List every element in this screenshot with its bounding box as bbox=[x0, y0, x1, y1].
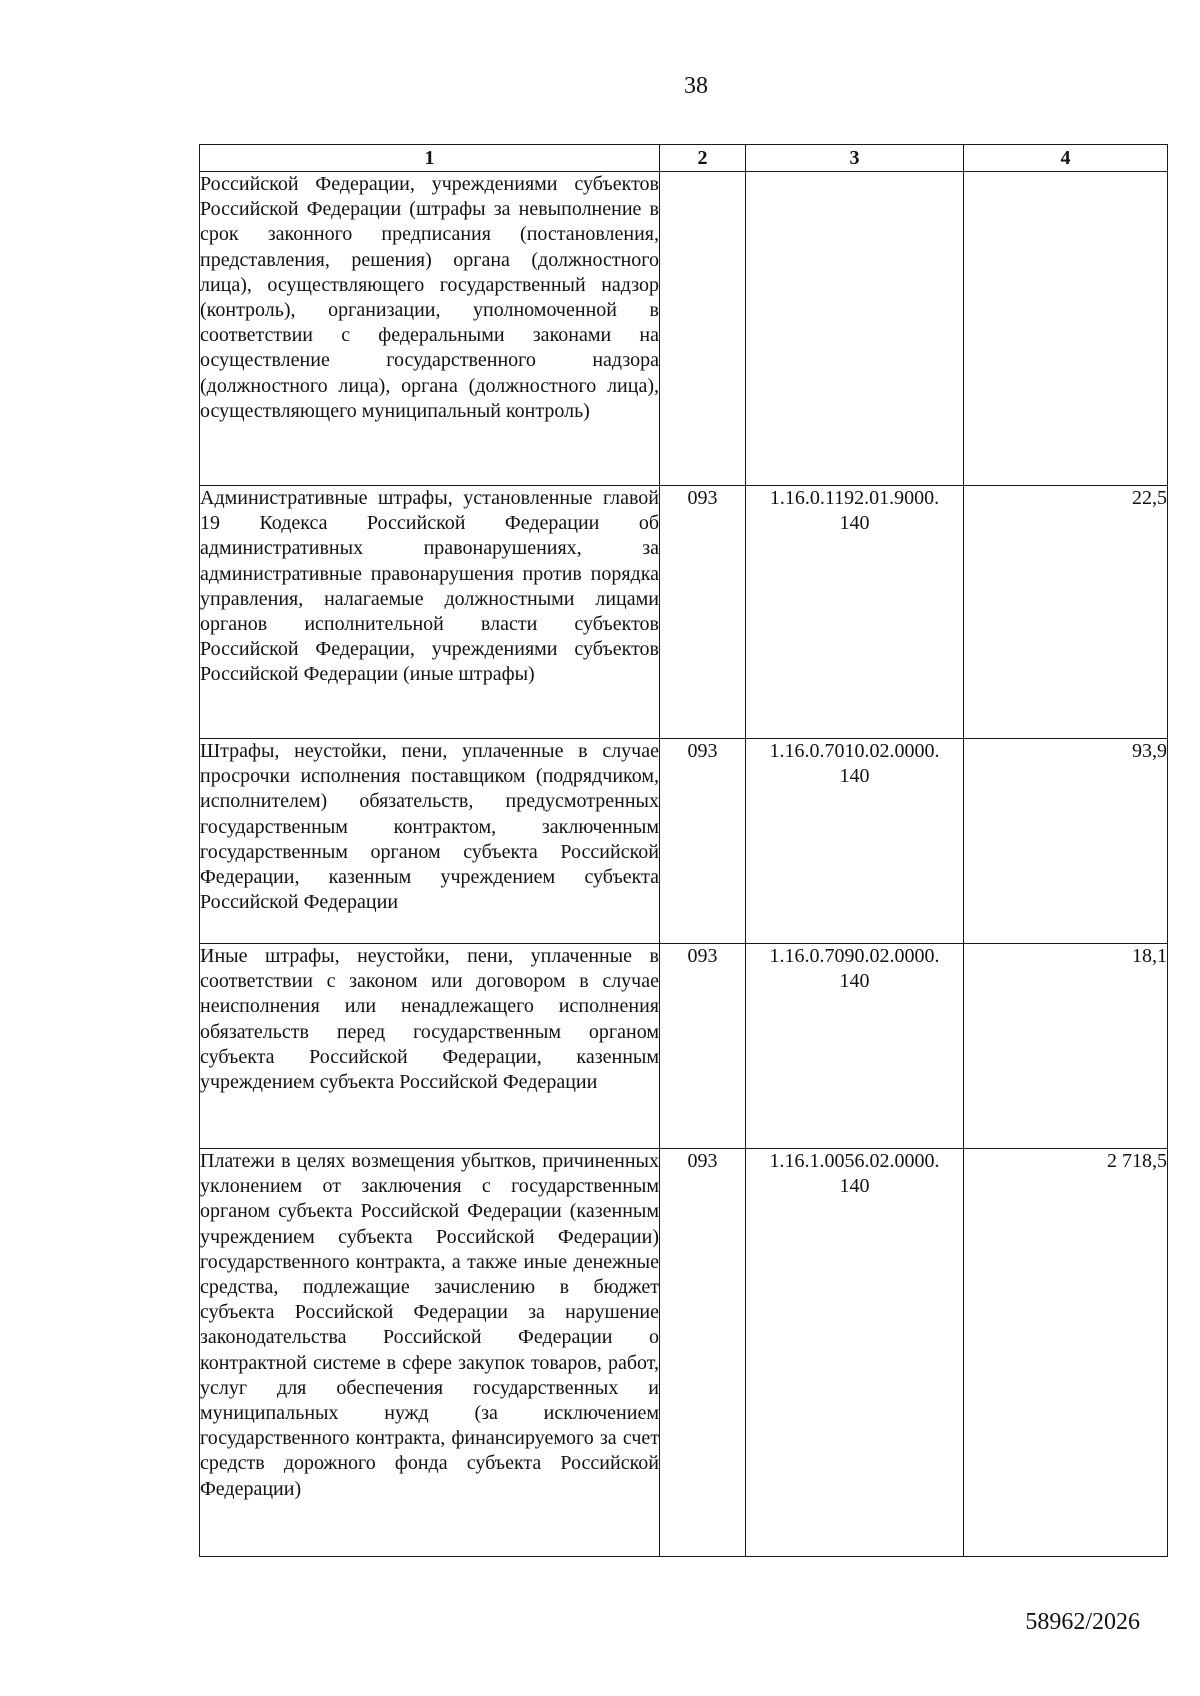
table-row bbox=[200, 944, 1168, 1149]
administrator-code: 093 bbox=[660, 944, 746, 1149]
kbk-code-line1: 1.16.0.7090.02.0000. bbox=[769, 945, 940, 967]
income-description: Штрафы, неустойки, пени, уплаченные в случае просрочки исполнения поставщиком (подрядчиком, исполнителем) обязательств, предусмотренных государственным контрактом, заключенным государственным органом субъекта Российской Федерации, казенным учреждением субъекта Российской Федерации bbox=[200, 739, 660, 944]
column-header: 3 bbox=[746, 145, 964, 172]
income-description: Иные штрафы, неустойки, пени, уплаченные в соответствии с законом или договором в случае неисполнения или ненадлежащего исполнения обязательств перед государственным органом субъекта Российской Федерации, казенным учреждением субъекта Российской Федерации bbox=[200, 944, 660, 1149]
administrator-code: 093 bbox=[660, 486, 746, 739]
budget-classification-code bbox=[746, 1149, 964, 1557]
kbk-code-line2: 140 bbox=[839, 765, 870, 788]
budget-table bbox=[199, 144, 1168, 1557]
amount-value: 22,5 bbox=[964, 486, 1168, 739]
budget-classification-code bbox=[746, 172, 964, 486]
amount-value: 18,1 bbox=[964, 944, 1168, 1149]
page-number: 38 bbox=[684, 73, 708, 99]
kbk-code-line1: 1.16.0.7010.02.0000. bbox=[769, 740, 940, 762]
amount-value: 2 718,5 bbox=[964, 1149, 1168, 1557]
budget-classification-code bbox=[746, 739, 964, 944]
table-row bbox=[200, 486, 1168, 739]
table-row bbox=[200, 1149, 1168, 1557]
document-registration-number: 58962/2026 bbox=[1025, 1609, 1140, 1635]
kbk-code-line1: 1.16.0.1192.01.9000. bbox=[769, 487, 940, 509]
budget-classification-code bbox=[746, 486, 964, 739]
administrator-code: 093 bbox=[660, 739, 746, 944]
budget-classification-code bbox=[746, 944, 964, 1149]
administrator-code bbox=[660, 172, 746, 486]
budget-table-container bbox=[199, 144, 1167, 1557]
income-description: Административные штрафы, установленные главой 19 Кодекса Российской Федерации об административных правонарушениях, за административные правонарушения против порядка управления, налагаемые должностными лицами органов исполнительной власти субъектов Российской Федерации, учреждениями субъектов Российской Федерации (иные штрафы) bbox=[200, 486, 660, 739]
income-description: Российской Федерации, учреждениями субъектов Российской Федерации (штрафы за невыполнение в срок законного предписания (постановления, представления, решения) органа (должностного лица), осуществляющего государственный надзор (контроль), организации, уполномоченной в соответствии с федеральными законами на осуществление государственного надзора (должностного лица), органа (должностного лица), осуществляющего муниципальный контроль) bbox=[200, 172, 660, 486]
kbk-code-line2: 140 bbox=[839, 970, 870, 993]
kbk-code-line1: 1.16.1.0056.02.0000. bbox=[769, 1150, 940, 1172]
table-header-row bbox=[200, 145, 1168, 172]
income-description: Платежи в целях возмещения убытков, причиненных уклонением от заключения с государственным органом субъекта Российской Федерации (казенным учреждением субъекта Российской Федерации) государственного контракта, а также иные денежные средства, подлежащие зачислению в бюджет субъекта Российской Федерации за нарушение законодательства Российской Федерации о контрактной системе в сфере закупок товаров, работ, услуг для обеспечения государственных и муниципальных нужд (за исключением государственного контракта, финансируемого за счет средств дорожного фонда субъекта Российской Федерации) bbox=[200, 1149, 660, 1557]
table-row bbox=[200, 739, 1168, 944]
amount-value bbox=[964, 172, 1168, 486]
kbk-code-line2: 140 bbox=[839, 512, 870, 535]
column-header: 1 bbox=[200, 145, 660, 172]
administrator-code: 093 bbox=[660, 1149, 746, 1557]
kbk-code-line2: 140 bbox=[839, 1175, 870, 1198]
column-header: 2 bbox=[660, 145, 746, 172]
column-header: 4 bbox=[964, 145, 1168, 172]
table-row bbox=[200, 172, 1168, 486]
amount-value: 93,9 bbox=[964, 739, 1168, 944]
